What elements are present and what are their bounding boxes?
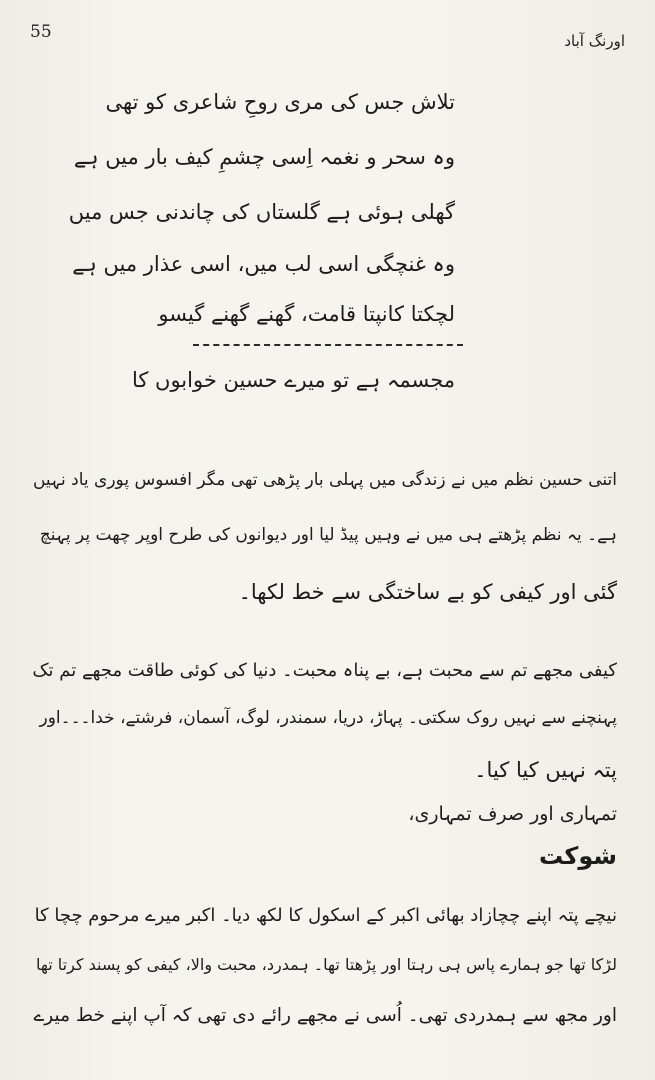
poem-line: وہ سحر و نغمہ اِسی چشمِ کیف بار میں ہے [73, 145, 455, 169]
poem-line: مجسمہ ہے تو میرے حسین خوابوں کا [131, 368, 455, 392]
page-number: 55 [30, 22, 52, 42]
paragraph-line: لڑکا تھا جو ہمارے پاس ہی رہتا اور پڑھتا تھا۔ ہمدرد، محبت والا، کیفی کو پسند کرتا تھا [35, 955, 617, 974]
paragraph-line: پہنچنے سے نہیں روک سکتی۔ پہاڑ، دریا، سمندر، لوگ، آسمان، فرشتے، خدا۔۔۔اور [39, 708, 617, 728]
running-head: اورنگ آباد [564, 32, 625, 50]
poem-line: لچکتا کانپتا قامت، گھنے گھنے گیسو [158, 302, 455, 326]
paragraph-line: ہے۔ یہ نظم پڑھتے ہی میں نے وہیں پیڈ لیا اور دیوانوں کی طرح اوپر چھت پر پہنچ [39, 525, 617, 545]
paragraph-line: اور مجھ سے ہمدردی تھی۔ اُسی نے مجھے رائے دی تھی کہ آپ اپنے خط میرے [33, 1005, 617, 1026]
paragraph-line: نیچے پتہ اپنے چچازاد بھائی اکبر کے اسکول کا لکھ دیا۔ اکبر میرے مرحوم چچا کا [34, 905, 617, 926]
paragraph-line: گئی اور کیفی کو بے ساختگی سے خط لکھا۔ [238, 580, 617, 604]
paragraph-line: اتنی حسین نظم میں نے زندگی میں پہلی بار پڑھی تھی مگر افسوس پوری یاد نہیں [32, 470, 617, 490]
dashed-divider [193, 344, 463, 346]
poem-line: وہ غنچگی اسی لب میں، اسی عذار میں ہے [72, 252, 455, 276]
letter-signature: شوکت [538, 842, 617, 870]
paragraph-line: پتہ نہیں کیا کیا۔ [474, 758, 617, 782]
poem-line: گھلی ہوئی ہے گلستاں کی چاندنی جس میں [68, 200, 455, 224]
letter-signoff: تمہاری اور صرف تمہاری، [408, 803, 617, 825]
poem-line: تلاش جس کی مری روحِ شاعری کو تھی [105, 90, 455, 114]
paragraph-line: کیفی مجھے تم سے محبت ہے، بے پناہ محبت۔ دنیا کی کوئی طاقت مجھے تم تک [32, 660, 617, 681]
